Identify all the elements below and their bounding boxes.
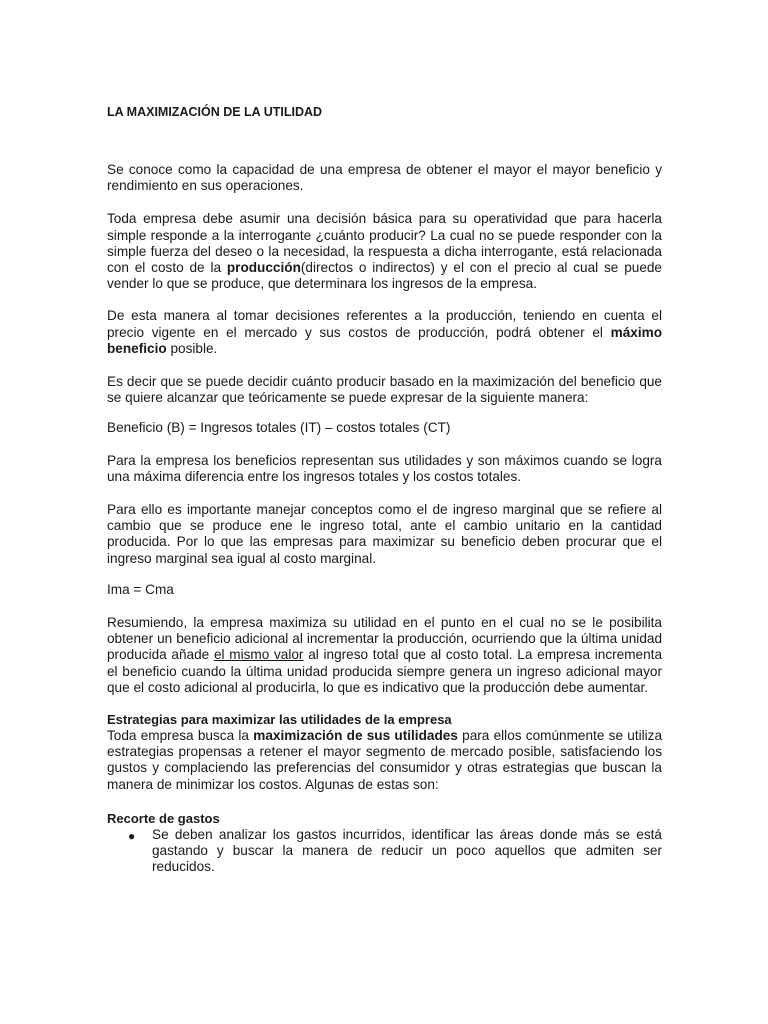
document-title: LA MAXIMIZACIÓN DE LA UTILIDAD (107, 105, 323, 119)
paragraph-strategies: Toda empresa busca la maximización de sus utilidades para ellos comúnmente se utiliza estrategias propensas a retener el mayor segmento de mercado posible, satisfaciendo los gustos y complaciendo las preferencias del consumidor y otras estrategias que buscan la manera de minimizar los costos. Algunas de estas son: (107, 728, 663, 792)
formula-marginal: Ima = Cma (107, 581, 174, 597)
heading-strategies: Estrategias para maximizar las utilidades de la empresa (107, 712, 452, 728)
paragraph-marginal: Para ello es importante manejar conceptos como el de ingreso marginal que se refiere al cambio que se produce ene le ingreso total, ante el cambio unitario en la cantidad producida. Por lo que las empresas para maximizar su beneficio deben procurar que el ingreso marginal sea igual al costo marginal. (107, 502, 662, 566)
bold-produccion: producción (226, 260, 301, 276)
document-page (107, 104, 662, 876)
paragraph-benefits: Para la empresa los beneficios representan sus utilidades y son máximos cuando se logra una máxima diferencia entre los ingresos totales y los costos totales. (107, 452, 662, 484)
formula-benefit: Beneficio (B) = Ingresos totales (IT) – costos totales (CT) (107, 420, 451, 436)
paragraph-max-benefit: De esta manera al tomar decisiones referentes a la producción, teniendo en cuenta el precio vigente en el mercado y sus costos de producción, podrá obtener el máximo beneficio posible. (107, 308, 662, 356)
paragraph-formula-intro: Es decir que se puede decidir cuánto producir basado en la maximización del beneficio que se quiere alcanzar que teóricamente se puede expresar de la siguiente manera: (107, 374, 662, 406)
bullet-list (107, 827, 662, 876)
paragraph-summary: Resumiendo, la empresa maximiza su utilidad en el punto en el cual no se le posibilita obtener un beneficio adicional al incrementar la producción, ocurriendo que la última unidad producida añade el mismo valor al ingreso total que al costo total. La empresa incrementa el beneficio cuando la última unidad producida siempre genera un ingreso adicional mayor que el costo adicional al producirla, lo que es indicativo que la producción debe aumentar. (107, 615, 663, 695)
bold-maximo-beneficio: máximo beneficio (107, 324, 662, 356)
paragraph-definition: Se conoce como la capacidad de una empresa de obtener el mayor el mayor beneficio y rendimiento en sus operaciones. (107, 162, 662, 194)
heading-cost-cutting: Recorte de gastos (107, 810, 220, 826)
paragraph-decision: Toda empresa debe asumir una decisión básica para su operatividad que para hacerla simple responde a la interrogante ¿cuánto producir? La cual no se puede responder con la simple fuerza del deseo o la necesidad, la respuesta a dicha interrogante, está relacionada con el costo de la producción(directos o indirectos) y el con el precio al cual se puede vender lo que se produce, que determinara los ingresos de la empresa. (107, 211, 662, 292)
list-item: ● Se deben analizar los gastos incurridos, identificar las áreas donde más se está gastando y buscar la manera de reducir un poco aquellos que admiten ser reducidos. (128, 826, 662, 875)
bold-maximizacion: maximización de sus utilidades (253, 728, 458, 744)
bullet-icon: ● (128, 828, 136, 843)
underlined-mismo-valor: el mismo valor (213, 647, 304, 663)
